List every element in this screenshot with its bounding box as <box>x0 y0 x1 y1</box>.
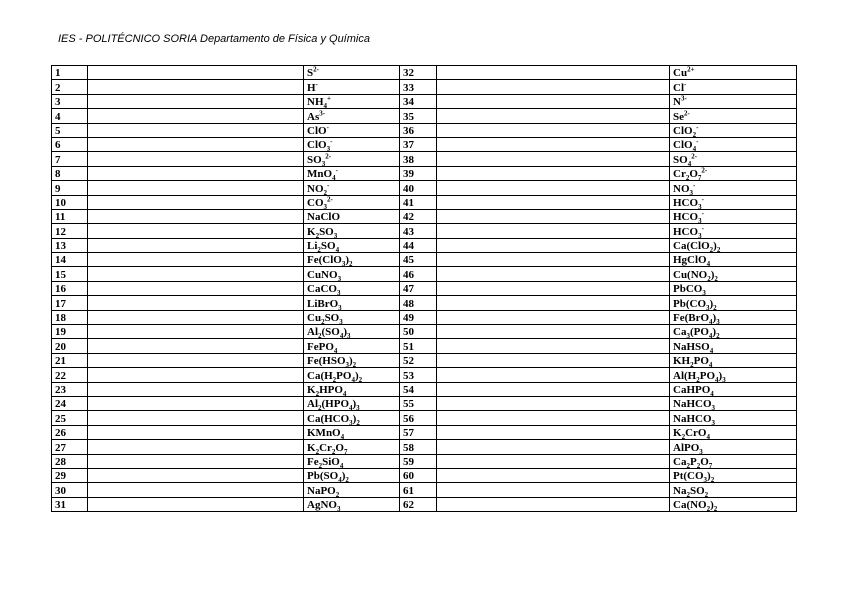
formula-cell: AgNO$_3$ <box>304 497 400 511</box>
answer-cell[interactable] <box>437 94 670 108</box>
item-number: 43 <box>400 224 437 238</box>
table-row <box>52 267 797 281</box>
table-row <box>52 66 797 80</box>
item-number: 23 <box>52 382 88 396</box>
answer-cell[interactable] <box>437 137 670 151</box>
formula-cell: LiBrO$_3$ <box>304 296 400 310</box>
formula-cell: $HCO_3^-$ <box>670 224 797 238</box>
formula-cell: CuNO$_3$ <box>304 267 400 281</box>
answer-cell[interactable] <box>88 195 304 209</box>
item-number: 19 <box>52 325 88 339</box>
item-number: 31 <box>52 497 88 511</box>
answer-cell[interactable] <box>88 80 304 94</box>
formula-cell: HgClO$_4$ <box>670 253 797 267</box>
item-number: 27 <box>52 440 88 454</box>
formula-cell: $K_2CrO_4$ <box>670 425 797 439</box>
answer-cell[interactable] <box>437 281 670 295</box>
item-number: 32 <box>400 66 437 80</box>
answer-cell[interactable] <box>88 440 304 454</box>
item-number: 24 <box>52 396 88 410</box>
item-number: 8 <box>52 166 88 180</box>
answer-cell[interactable] <box>437 123 670 137</box>
item-number: 6 <box>52 137 88 151</box>
table-row <box>52 353 797 367</box>
item-number: 17 <box>52 296 88 310</box>
table-row <box>52 440 797 454</box>
table-row <box>52 195 797 209</box>
answer-cell[interactable] <box>88 454 304 468</box>
answer-cell[interactable] <box>437 440 670 454</box>
item-number: 62 <box>400 497 437 511</box>
formula-cell: $Al(H_2PO_4)_3$ <box>670 368 797 382</box>
formula-cell: $Al_2(SO_4)_3$ <box>304 325 400 339</box>
item-number: 57 <box>400 425 437 439</box>
item-number: 28 <box>52 454 88 468</box>
item-number: 53 <box>400 368 437 382</box>
answer-cell[interactable] <box>88 382 304 396</box>
answer-cell[interactable] <box>88 468 304 482</box>
item-number: 60 <box>400 468 437 482</box>
table-row <box>52 94 797 108</box>
table-row <box>52 281 797 295</box>
item-number: 37 <box>400 137 437 151</box>
item-number: 14 <box>52 253 88 267</box>
formula-cell: NaHSO$_4$ <box>670 339 797 353</box>
answer-cell[interactable] <box>437 109 670 123</box>
item-number: 11 <box>52 209 88 223</box>
formula-cell: $Pb(SO_4)_2$ <box>304 468 400 482</box>
answer-cell[interactable] <box>88 483 304 497</box>
formula-cell: $Pb(CO_3)_2$ <box>670 296 797 310</box>
answer-cell[interactable] <box>437 368 670 382</box>
answer-cell[interactable] <box>88 109 304 123</box>
table-row <box>52 238 797 252</box>
table-row <box>52 253 797 267</box>
formula-cell: $CO_3^{2-}$ <box>304 195 400 209</box>
answer-cell[interactable] <box>88 253 304 267</box>
table-row <box>52 454 797 468</box>
formula-cell: PbCO$_3$ <box>670 281 797 295</box>
table-row <box>52 296 797 310</box>
answer-cell[interactable] <box>437 209 670 223</box>
formula-cell: $Fe(ClO_3)_2$ <box>304 253 400 267</box>
formula-cell: NaHCO$_3$ <box>670 411 797 425</box>
formula-cell: MnO$_4$- <box>304 166 400 180</box>
table-row <box>52 152 797 166</box>
formula-cell: $Se^{2-}$ <box>670 109 797 123</box>
answer-cell[interactable] <box>88 238 304 252</box>
formula-cell: $As^{3-}$ <box>304 109 400 123</box>
answer-cell[interactable] <box>437 224 670 238</box>
table-row <box>52 181 797 195</box>
item-number: 45 <box>400 253 437 267</box>
formula-cell: $NO_3^-$ <box>670 181 797 195</box>
formula-table-body <box>52 66 797 512</box>
item-number: 40 <box>400 181 437 195</box>
item-number: 26 <box>52 425 88 439</box>
formula-cell: NaHCO$_3$ <box>670 396 797 410</box>
formula-cell: AlPO$_3$ <box>670 440 797 454</box>
item-number: 4 <box>52 109 88 123</box>
answer-cell[interactable] <box>88 181 304 195</box>
answer-cell[interactable] <box>88 281 304 295</box>
formula-cell: CaCO$_3$ <box>304 281 400 295</box>
formula-cell: $Cu^{2+}$ <box>670 66 797 80</box>
formula-cell: $KH_2PO_4$ <box>670 353 797 367</box>
answer-cell[interactable] <box>88 209 304 223</box>
formula-cell: $Cu_2SO_3$ <box>304 310 400 324</box>
item-number: 47 <box>400 281 437 295</box>
formula-cell: $Fe(HSO_3)_2$ <box>304 353 400 367</box>
answer-cell[interactable] <box>88 368 304 382</box>
table-row <box>52 137 797 151</box>
item-number: 20 <box>52 339 88 353</box>
formula-cell: $Ca(ClO_2)_2$ <box>670 238 797 252</box>
item-number: 61 <box>400 483 437 497</box>
answer-cell[interactable] <box>88 497 304 511</box>
formula-cell: ClO$_2$- <box>670 123 797 137</box>
answer-cell[interactable] <box>88 166 304 180</box>
formula-cell: $K_2HPO_4$ <box>304 382 400 396</box>
table-row <box>52 209 797 223</box>
formula-cell: Cl- <box>670 80 797 94</box>
formula-cell: $Li_2SO_4$ <box>304 238 400 252</box>
document-header: IES - POLITÉCNICO SORIA Departamento de Física y Química <box>58 33 370 45</box>
item-number: 21 <box>52 353 88 367</box>
item-number: 49 <box>400 310 437 324</box>
item-number: 33 <box>400 80 437 94</box>
table-row <box>52 483 797 497</box>
formula-cell: NaClO <box>304 209 400 223</box>
table-row <box>52 339 797 353</box>
item-number: 52 <box>400 353 437 367</box>
item-number: 15 <box>52 267 88 281</box>
answer-cell[interactable] <box>437 425 670 439</box>
answer-cell[interactable] <box>88 123 304 137</box>
table-row <box>52 224 797 238</box>
answer-cell[interactable] <box>437 66 670 80</box>
answer-cell[interactable] <box>437 468 670 482</box>
formula-cell: $Na_2SO_2$ <box>670 483 797 497</box>
table-row <box>52 310 797 324</box>
item-number: 46 <box>400 267 437 281</box>
item-number: 35 <box>400 109 437 123</box>
formula-cell: $S^{2-}$ <box>304 66 400 80</box>
answer-cell[interactable] <box>437 253 670 267</box>
answer-cell[interactable] <box>437 238 670 252</box>
item-number: 44 <box>400 238 437 252</box>
item-number: 50 <box>400 325 437 339</box>
answer-cell[interactable] <box>88 224 304 238</box>
answer-cell[interactable] <box>88 152 304 166</box>
formula-cell: ClO$_3$- <box>304 137 400 151</box>
answer-cell[interactable] <box>437 310 670 324</box>
answer-cell[interactable] <box>88 310 304 324</box>
table-row <box>52 468 797 482</box>
formula-cell: $Ca(H_2PO_4)_2$ <box>304 368 400 382</box>
item-number: 41 <box>400 195 437 209</box>
answer-cell[interactable] <box>88 396 304 410</box>
table-row <box>52 123 797 137</box>
answer-cell[interactable] <box>437 181 670 195</box>
item-number: 56 <box>400 411 437 425</box>
answer-cell[interactable] <box>437 339 670 353</box>
item-number: 16 <box>52 281 88 295</box>
formula-cell: $Ca(NO_2)_2$ <box>670 497 797 511</box>
formula-cell: $NO_2^-$ <box>304 181 400 195</box>
item-number: 10 <box>52 195 88 209</box>
answer-cell[interactable] <box>88 94 304 108</box>
formula-cell: $Ca_3(PO_4)_2$ <box>670 325 797 339</box>
answer-cell[interactable] <box>437 195 670 209</box>
item-number: 22 <box>52 368 88 382</box>
answer-cell[interactable] <box>88 325 304 339</box>
formula-cell: CaHPO$_4$ <box>670 382 797 396</box>
answer-cell[interactable] <box>88 137 304 151</box>
answer-cell[interactable] <box>437 296 670 310</box>
answer-cell[interactable] <box>437 497 670 511</box>
answer-cell[interactable] <box>437 396 670 410</box>
table-row <box>52 396 797 410</box>
item-number: 54 <box>400 382 437 396</box>
answer-cell[interactable] <box>437 166 670 180</box>
formula-cell: ClO$_4$- <box>670 137 797 151</box>
formula-cell: $SO_4^{2-}$ <box>670 152 797 166</box>
formula-cell: KMnO$_4$ <box>304 425 400 439</box>
table-row <box>52 382 797 396</box>
item-number: 48 <box>400 296 437 310</box>
answer-cell[interactable] <box>437 152 670 166</box>
formula-cell: FePO$_4$ <box>304 339 400 353</box>
item-number: 51 <box>400 339 437 353</box>
item-number: 1 <box>52 66 88 80</box>
item-number: 5 <box>52 123 88 137</box>
table-row <box>52 325 797 339</box>
formula-cell: $Cr_2O_7^{2-}$ <box>670 166 797 180</box>
item-number: 9 <box>52 181 88 195</box>
formula-cell: $Fe_2SiO_4$ <box>304 454 400 468</box>
formula-cell: $Al_2(HPO_4)_3$ <box>304 396 400 410</box>
formula-cell: $Fe(BrO_4)_3$ <box>670 310 797 324</box>
answer-cell[interactable] <box>88 267 304 281</box>
answer-cell[interactable] <box>437 411 670 425</box>
formula-cell: $Ca_2P_2O_7$ <box>670 454 797 468</box>
item-number: 2 <box>52 80 88 94</box>
item-number: 58 <box>400 440 437 454</box>
formula-cell: NaPO$_2$ <box>304 483 400 497</box>
formula-cell: $Cu(NO_2)_2$ <box>670 267 797 281</box>
answer-cell[interactable] <box>437 325 670 339</box>
item-number: 34 <box>400 94 437 108</box>
item-number: 38 <box>400 152 437 166</box>
item-number: 25 <box>52 411 88 425</box>
answer-cell[interactable] <box>88 66 304 80</box>
formula-cell: $Pt(CO_3)_2$ <box>670 468 797 482</box>
item-number: 39 <box>400 166 437 180</box>
formula-cell: $Ca(HCO_3)_2$ <box>304 411 400 425</box>
formula-cell: $HCO_3^-$ <box>670 195 797 209</box>
answer-cell[interactable] <box>88 296 304 310</box>
formula-table <box>51 65 797 512</box>
item-number: 12 <box>52 224 88 238</box>
table-row <box>52 425 797 439</box>
item-number: 29 <box>52 468 88 482</box>
answer-cell[interactable] <box>437 267 670 281</box>
item-number: 55 <box>400 396 437 410</box>
answer-cell[interactable] <box>88 339 304 353</box>
table-row <box>52 80 797 94</box>
table-row <box>52 368 797 382</box>
item-number: 13 <box>52 238 88 252</box>
table-row <box>52 411 797 425</box>
item-number: 3 <box>52 94 88 108</box>
answer-cell[interactable] <box>437 382 670 396</box>
formula-cell: $K_2SO_3$ <box>304 224 400 238</box>
item-number: 7 <box>52 152 88 166</box>
item-number: 42 <box>400 209 437 223</box>
answer-cell[interactable] <box>437 353 670 367</box>
table-row <box>52 109 797 123</box>
formula-cell: $SO_3^{2-}$ <box>304 152 400 166</box>
formula-cell: $K_2Cr_2O_7$ <box>304 440 400 454</box>
item-number: 59 <box>400 454 437 468</box>
formula-cell: H- <box>304 80 400 94</box>
formula-cell: $NH_4^+$ <box>304 94 400 108</box>
table-row <box>52 166 797 180</box>
answer-cell[interactable] <box>88 425 304 439</box>
item-number: 18 <box>52 310 88 324</box>
answer-cell[interactable] <box>88 411 304 425</box>
item-number: 30 <box>52 483 88 497</box>
answer-cell[interactable] <box>437 80 670 94</box>
table-row <box>52 497 797 511</box>
answer-cell[interactable] <box>437 483 670 497</box>
formula-cell: $HCO_3^-$ <box>670 209 797 223</box>
answer-cell[interactable] <box>88 353 304 367</box>
formula-cell: $N^{3-}$ <box>670 94 797 108</box>
item-number: 36 <box>400 123 437 137</box>
formula-cell: ClO- <box>304 123 400 137</box>
answer-cell[interactable] <box>437 454 670 468</box>
